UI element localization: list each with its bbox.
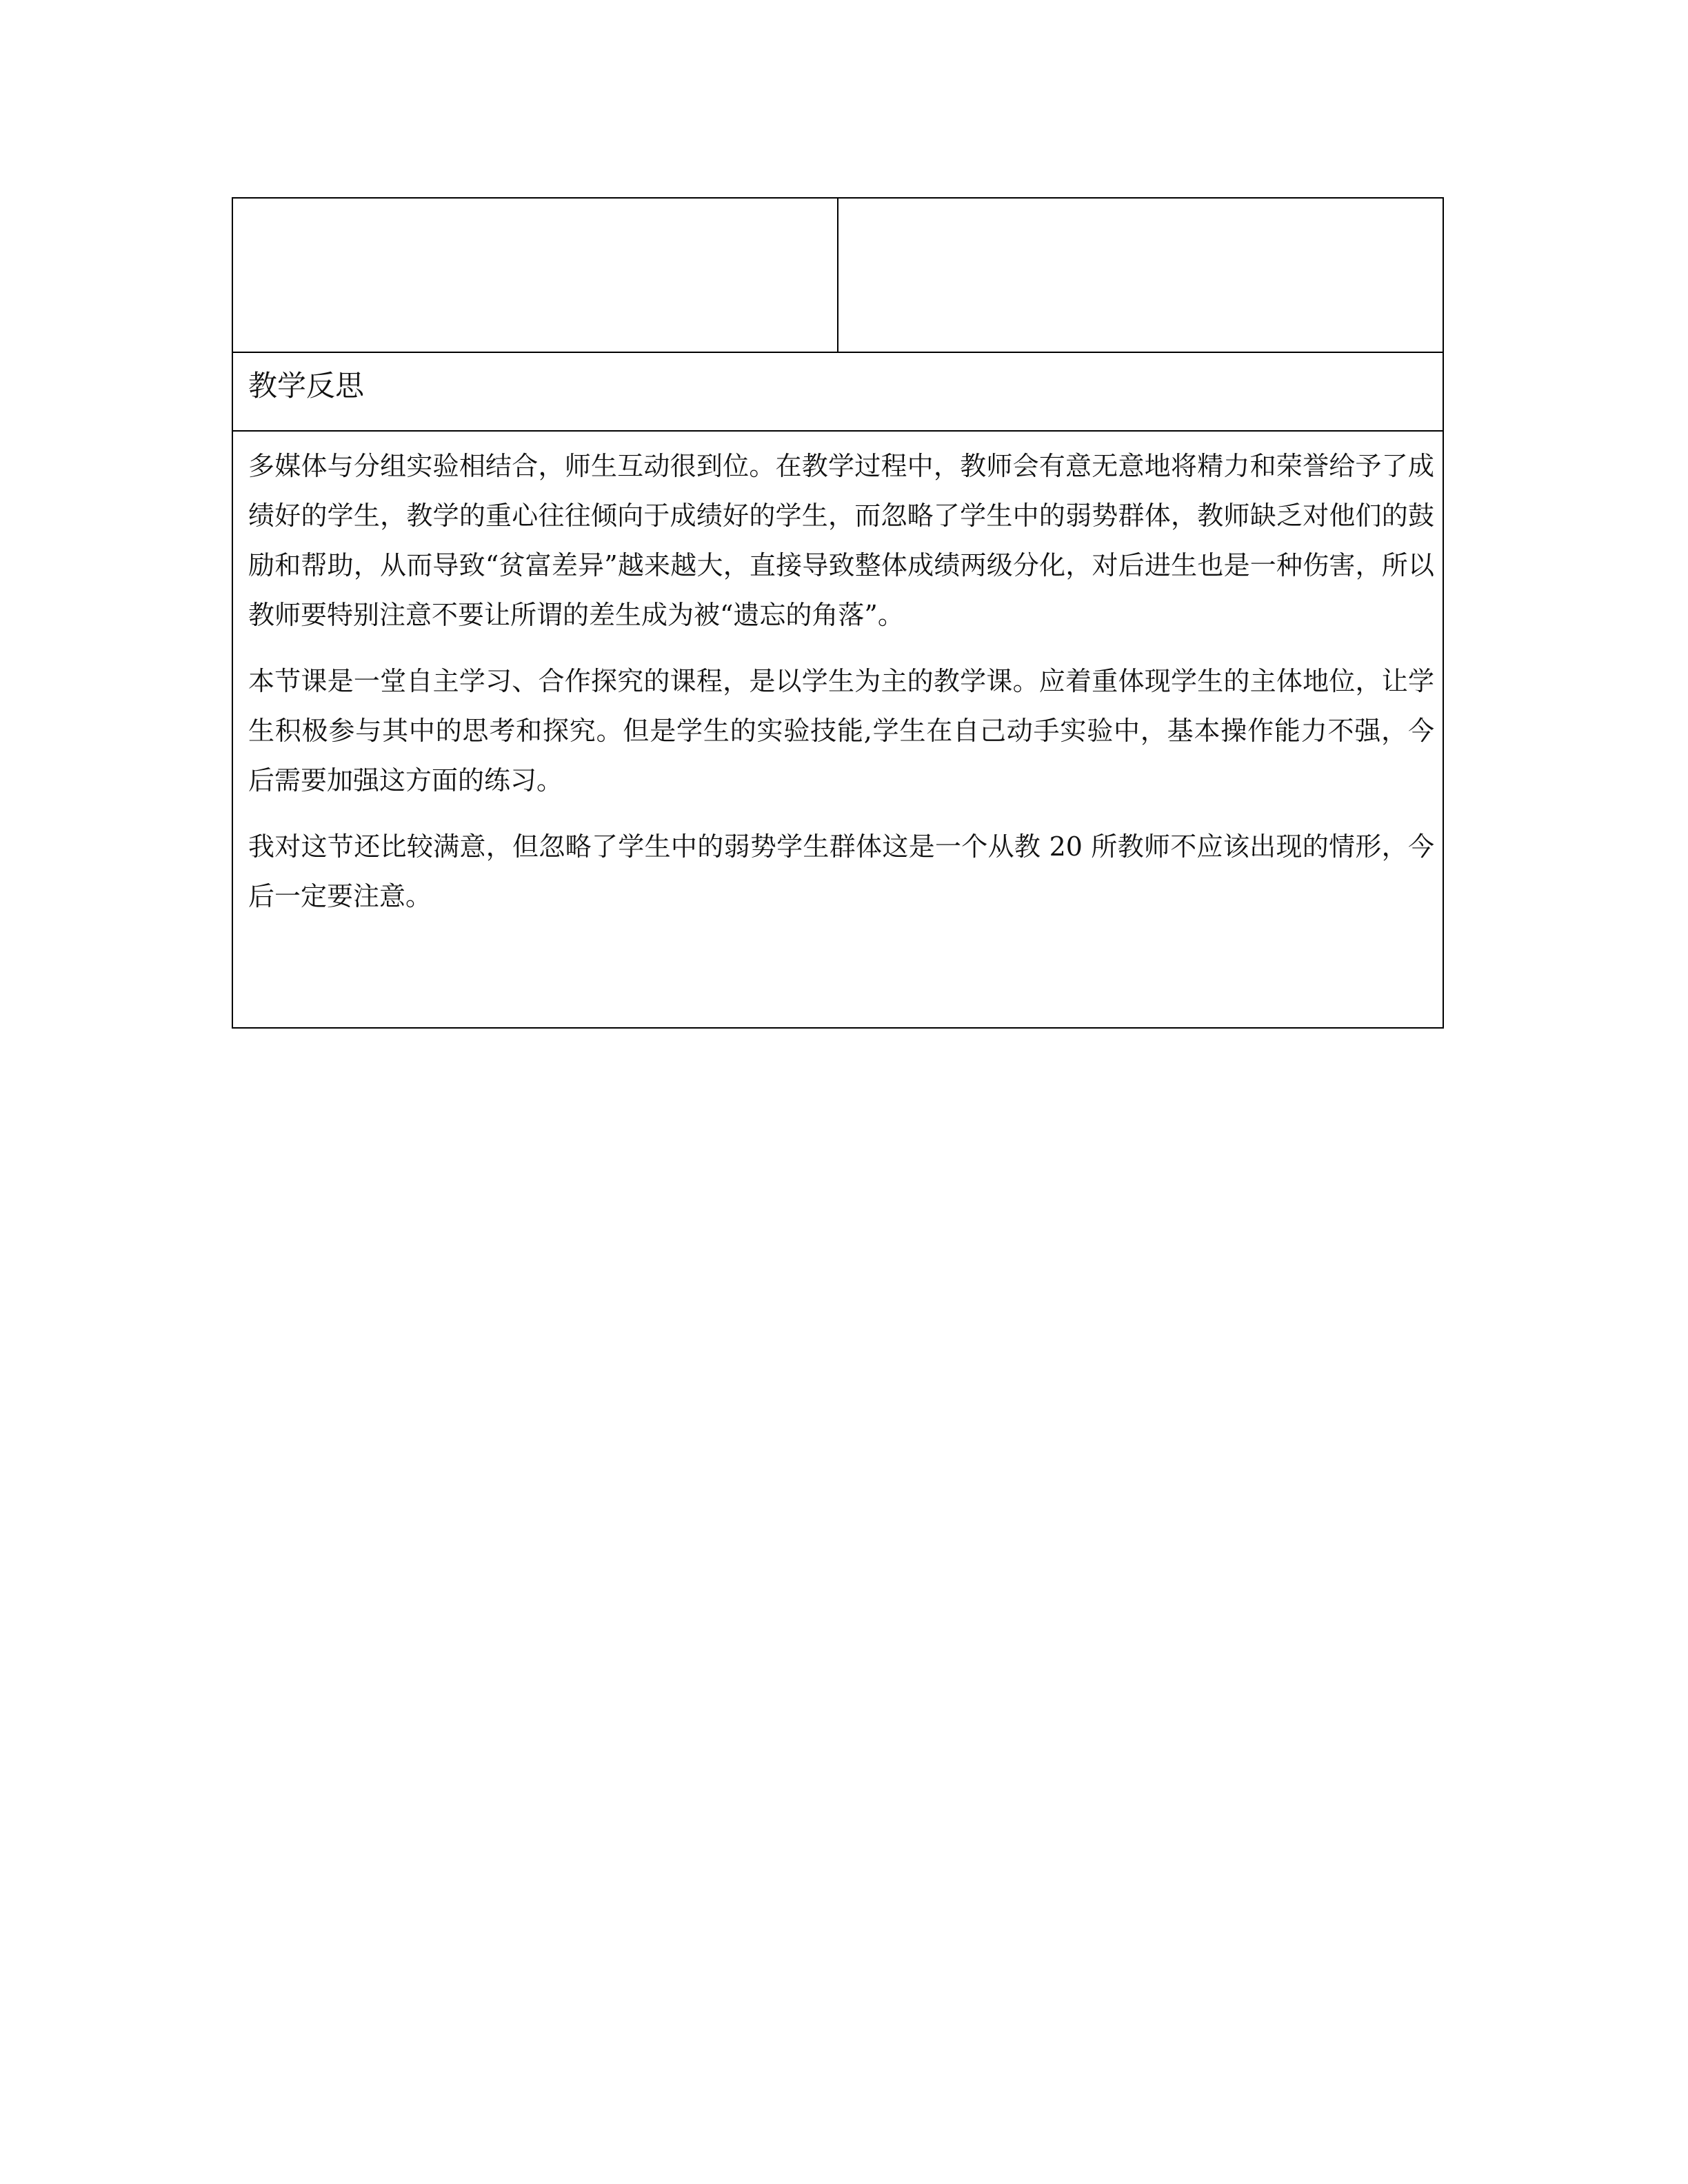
table-row-reflection-header <box>233 353 1443 432</box>
table-row-reflection-body <box>233 432 1443 1027</box>
empty-cell-left <box>233 199 838 352</box>
reflection-paragraph-3: 我对这节还比较满意，但忽略了学生中的弱势学生群体这是一个从教 20 所教师不应该出现的情形，今后一定要注意。 <box>248 831 1434 911</box>
empty-cell-right <box>838 199 1443 352</box>
lesson-table <box>232 197 1444 1029</box>
table-row-empty <box>233 199 1443 353</box>
reflection-paragraph-1: 多媒体与分组实验相结合，师生互动很到位。在教学过程中，教师会有意无意地将精力和荣誉给予了成绩好的学生，教学的重心往往倾向于成绩好的学生，而忽略了学生中的弱势群体，教师缺乏对他们的鼓励和帮助，从而导致“贫富差异”越来越大，直接导致整体成绩两级分化，对后进生也是一种伤害，所以教师要特别注意不要让所谓的差生成为被“遗忘的角落”。 <box>248 451 1434 630</box>
reflection-content <box>248 441 1434 938</box>
reflection-title: 教学反思 <box>248 369 365 403</box>
reflection-paragraph-2: 本节课是一堂自主学习、合作探究的课程，是以学生为主的教学课。应着重体现学生的主体地位，让学生积极参与其中的思考和探究。但是学生的实验技能,学生在自己动手实验中，基本操作能力不强，今后需要加强这方面的练习。 <box>248 666 1434 796</box>
